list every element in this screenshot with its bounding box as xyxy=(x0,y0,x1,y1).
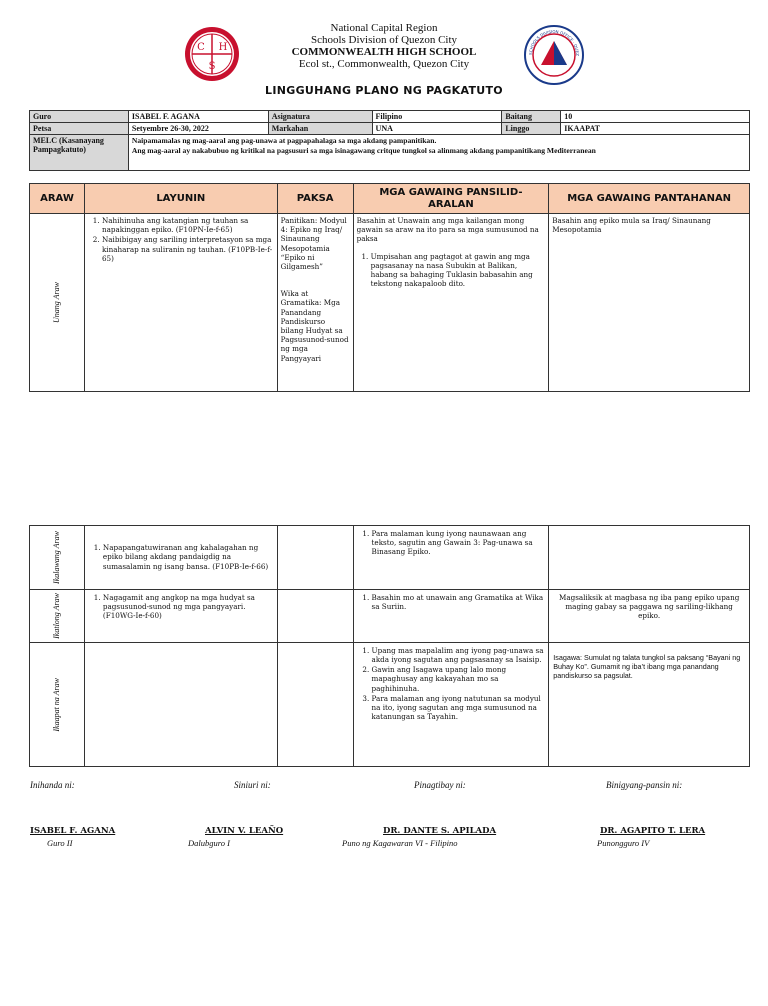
markahan-value: UNA xyxy=(372,123,502,135)
petsa-value: Setyembre 26-30, 2022 xyxy=(128,123,268,135)
petsa-label: Petsa xyxy=(30,123,129,135)
day3-paksa xyxy=(277,590,353,643)
day3-label: Ikatlong Araw xyxy=(52,593,62,639)
day2-label: Ikalawang Araw xyxy=(52,531,62,584)
day4-pansilid-item: 1. Upang mas mapalalim ang iyong pag-unawa sa akda iyong sagutan ang pagsasanay sa Isaisip. xyxy=(372,646,545,664)
day1-label-cell xyxy=(30,214,85,392)
col-pantahanan: MGA GAWAING PANTAHANAN xyxy=(549,184,750,214)
signatory-position-4: Punongguro IV xyxy=(597,838,650,848)
day1-layunin-item: 1. Nahihinuha ang katangian ng tauhan sa napakinggan epiko. (F10PN-Ie-f-65) xyxy=(102,216,274,234)
day2-label-cell xyxy=(30,526,85,590)
day1-pansilid xyxy=(353,214,549,392)
day1-pansilid-intro: Basahin at Unawain ang mga kailangan mong gawain sa araw na ito para sa mga sumusunod na paksa xyxy=(356,216,539,244)
division-seal-icon xyxy=(523,24,585,86)
day1-paksa-wika: Wika at Gramatika: Mga Panandang Pandiskurso bilang Hudyat sa Pagsusunod-sunod ng mga Pangyayari xyxy=(280,289,349,363)
day1-paksa xyxy=(277,214,353,392)
school-address: Ecol st., Commonwealth, Quezon City xyxy=(298,58,470,70)
asignatura-value: Filipino xyxy=(372,111,502,123)
division-line: Schools Division of Quezon City xyxy=(310,34,458,46)
signatory-position-3: Puno ng Kagawaran VI - Filipino xyxy=(342,838,458,848)
day1-layunin-item: 2. Naibibigay ang sariling interpretasyon sa mga kinaharap na suliranin ng tauhan. (F10PB-Ie-f-65) xyxy=(102,235,274,263)
col-layunin: LAYUNIN xyxy=(84,184,277,214)
day4-label-cell xyxy=(30,642,85,766)
signatory-name-4: DR. AGAPITO T. LERA xyxy=(600,826,706,836)
melc-label: MELC (Kasanayang Pampagkatuto) xyxy=(30,135,129,171)
day3-layunin xyxy=(84,590,277,643)
seal-letter-c: C xyxy=(197,42,205,53)
guro-label: Guro xyxy=(30,111,129,123)
baitang-value: 10 xyxy=(561,111,750,123)
signatory-position-1: Guro II xyxy=(47,838,73,848)
day3-pansilid-item: 1. Basahin mo at unawain ang Gramatika at Wika sa Suriin. xyxy=(372,593,545,611)
seal-letter-h: H xyxy=(218,42,228,53)
col-pansilid: MGA GAWAING PANSILID-ARALAN xyxy=(353,184,549,214)
inihanda-label: Inihanda ni: xyxy=(30,780,75,790)
day2-paksa xyxy=(277,526,353,590)
info-table xyxy=(29,110,750,171)
day4-layunin xyxy=(84,642,277,766)
pinagtibay-label: Pinagtibay ni: xyxy=(414,780,466,790)
signatory-name-2: ALVIN V. LEAÑO xyxy=(205,826,284,836)
day1-paksa-panitikan: Panitikan: Modyul 4: Epiko ng Iraq/ Sinaunang Mesopotamia “Epiko ni Gilgamesh” xyxy=(280,216,347,272)
signature-labels xyxy=(0,780,768,800)
day2-pansilid xyxy=(353,526,549,590)
seal-letter-s: S xyxy=(208,61,216,72)
signatory-name-1: ISABEL F. AGANA xyxy=(30,826,116,836)
day2-layunin xyxy=(84,526,277,590)
lesson-table-day1 xyxy=(29,183,750,392)
document-header xyxy=(0,22,768,70)
day2-layunin-item: 1. Napapangatuwiranan ang kahalagahan ng epiko bilang akdang pandaigdig na sumasalamin ng isang bansa. (F10PB-Ie-f-66) xyxy=(103,543,273,571)
plan-title: LINGGUHANG PLANO NG PAGKATUTO xyxy=(265,84,503,97)
signatory-position-2: Dalubguro I xyxy=(188,838,230,848)
region-line: National Capital Region xyxy=(330,22,438,34)
day3-label-cell xyxy=(30,590,85,643)
melc-content xyxy=(128,135,749,171)
day2-pantahanan xyxy=(549,526,750,590)
day1-label: Unang Araw xyxy=(52,282,62,323)
melc-line-1: Naipamamalas ng mag-aaral ang pag-unawa at pagpapahalaga sa mga akdang pampanitikan. xyxy=(131,136,437,145)
seal-ring-text: SCHOOLS DIVISION OFFICE · QUEZ xyxy=(527,28,581,57)
linggo-value: IKAAPAT xyxy=(561,123,750,135)
day4-paksa xyxy=(277,642,353,766)
guro-value: ISABEL F. AGANA xyxy=(128,111,268,123)
day4-pansilid-item: 3. Para malaman ang iyong natutunan sa modyul na ito, iyong sagutan ang mga sumusunod na katanungan sa Tayahin. xyxy=(372,694,545,722)
day3-pantahanan: Magsaliksik at magbasa ng iba pang epiko upang maging gabay sa paggawa ng sariling-likhang epiko. xyxy=(549,590,750,643)
day4-pansilid xyxy=(353,642,549,766)
linggo-label: Linggo xyxy=(502,123,561,135)
day2-pansilid-item: 1. Para malaman kung iyong naunawaan ang teksto, sagutin ang Gawain 3: Pag-unawa sa Binasang Epiko. xyxy=(372,529,545,557)
binigyang-label: Binigyang-pansin ni: xyxy=(606,780,683,790)
day4-pansilid-item: 2. Gawin ang Isagawa upang lalo mong mapaghusay ang kakayahan mo sa paghihinuha. xyxy=(372,665,545,693)
markahan-label: Markahan xyxy=(268,123,372,135)
melc-line-2: Ang mag-aaral ay nakabubuo ng kritikal na pagsusuri sa mga isinagawang critque tungkol sa alinmang akdang pampanitikang Mediterranean xyxy=(131,146,596,155)
asignatura-label: Asignatura xyxy=(268,111,372,123)
day1-layunin xyxy=(84,214,277,392)
signatory-name-3: DR. DANTE S. APILADA xyxy=(383,826,497,836)
col-araw: ARAW xyxy=(30,184,85,214)
day3-pansilid xyxy=(353,590,549,643)
day3-layunin-item: 1. Nagagamit ang angkop na mga hudyat sa pagsusunod-sunod ng mga pangyayari. (F10WG-Ie-f-60) xyxy=(103,593,273,621)
day1-pantahanan: Basahin ang epiko mula sa Iraq/ Sinaunang Mesopotamia xyxy=(549,214,750,392)
col-paksa: PAKSA xyxy=(277,184,353,214)
day4-pantahanan: Isagawa: Sumulat ng talata tungkol sa paksang “Bayani ng Buhay Ko”. Gumamit ng iba’t ibang mga panandang pandiskurso sa pagsulat. xyxy=(549,642,750,766)
school-name: COMMONWEALTH HIGH SCHOOL xyxy=(291,46,477,58)
lesson-table-days2to4 xyxy=(29,525,750,767)
baitang-label: Baitang xyxy=(502,111,561,123)
day4-label: Ikaapat na Araw xyxy=(52,677,62,732)
day1-pansilid-item: 1. Umpisahan ang pagtagot at gawin ang mga pagsasanay na nasa Subukin at Balikan, habang sa bahaging Tuklasin babasahin ang tekstong nakapaloob dito. xyxy=(371,252,546,289)
siniuri-label: Siniuri ni: xyxy=(234,780,271,790)
